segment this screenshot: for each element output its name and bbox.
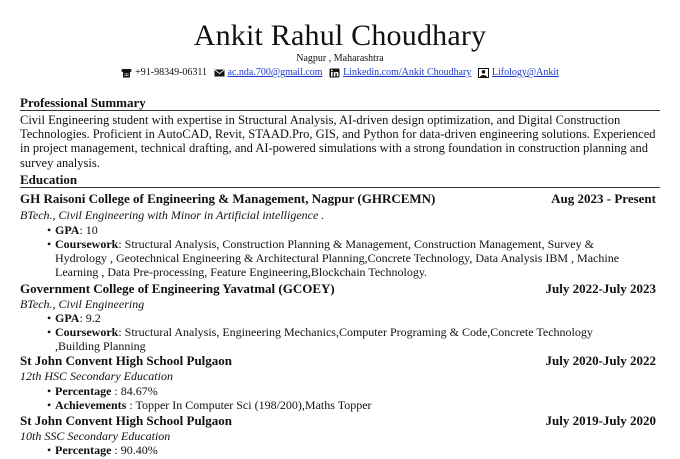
phone-icon xyxy=(121,68,132,78)
degree-line: BTech., Civil Engineering xyxy=(20,297,145,311)
detail-separator: : xyxy=(118,325,125,339)
phone-contact xyxy=(121,66,207,79)
list-item xyxy=(47,237,640,279)
detail-label: GPA xyxy=(55,223,80,237)
detail-label: Percentage xyxy=(55,384,112,398)
list-item xyxy=(47,384,640,398)
education-entry-header xyxy=(20,413,656,429)
list-item xyxy=(47,398,640,412)
detail-separator: : xyxy=(111,384,121,398)
detail-value: 90.40% xyxy=(120,443,158,457)
phone-number: +91-98349-06311 xyxy=(135,67,208,78)
education-entry-header xyxy=(20,281,656,297)
detail-label: Coursework xyxy=(55,325,119,339)
lifology-link[interactable]: Lifology@Ankit xyxy=(491,67,559,78)
education-details xyxy=(47,443,640,457)
lifology-contact[interactable] xyxy=(478,66,559,79)
detail-label: GPA xyxy=(55,311,80,325)
detail-separator: : xyxy=(118,237,125,251)
candidate-location: Nagpur , Maharashtra xyxy=(296,53,384,64)
school-name: GH Raisoni College of Engineering & Management, Nagpur (GHRCEMN) xyxy=(20,191,436,206)
detail-label: Coursework xyxy=(55,237,119,251)
detail-value: 84.67% xyxy=(120,384,158,398)
education-date: July 2022-July 2023 xyxy=(545,281,656,296)
detail-value: 9.2 xyxy=(85,311,101,325)
degree-line: BTech., Civil Engineering with Minor in Artificial intelligence . xyxy=(20,208,325,222)
detail-separator: : xyxy=(79,311,86,325)
email-contact[interactable] xyxy=(214,66,323,79)
degree-line: 10th SSC Secondary Education xyxy=(20,429,171,443)
education-date: July 2020-July 2022 xyxy=(545,353,656,368)
candidate-name: Ankit Rahul Choudhary xyxy=(193,19,487,52)
school-name: Government College of Engineering Yavatmal (GCOEY) xyxy=(20,281,335,296)
education-details xyxy=(47,311,640,353)
mail-icon xyxy=(214,68,225,78)
detail-value: Structural Analysis, Engineering Mechanics,Computer Programing & Code,Concrete Technology ,Building Planning xyxy=(55,325,593,353)
list-item xyxy=(47,223,640,237)
contact-line xyxy=(0,66,680,82)
detail-separator: : xyxy=(126,398,136,412)
linkedin-link[interactable]: Linkedin.com/Ankit Choudhary xyxy=(343,67,472,78)
education-entry-header xyxy=(20,191,656,207)
school-name: St John Convent High School Pulgaon xyxy=(20,413,233,428)
education-date: Aug 2023 - Present xyxy=(551,191,656,206)
education-entry-header xyxy=(20,353,656,369)
detail-value: Structural Analysis, Construction Planning & Management, Construction Management, Survey & Hydrology , Geotechnical Engineering & Architectural Planning,Concrete Technology, Data Analysis IBM , Machine Learning , Data Pre-processing, Feature Engineering,Blockchain Technology. xyxy=(55,237,620,279)
education-date: July 2019-July 2020 xyxy=(545,413,656,428)
detail-label: Achievements xyxy=(55,398,127,412)
email-link[interactable]: ac.nda.700@gmail.com xyxy=(227,67,323,78)
profile-icon xyxy=(478,68,489,78)
detail-value: 10 xyxy=(85,223,98,237)
detail-separator: : xyxy=(79,223,86,237)
linkedin-contact[interactable] xyxy=(329,66,471,79)
linkedin-icon xyxy=(329,68,340,78)
detail-label: Percentage xyxy=(55,443,112,457)
education-details xyxy=(47,223,640,279)
detail-value: Topper In Computer Sci (198/200),Maths Topper xyxy=(135,398,372,412)
education-heading: Education xyxy=(20,172,660,188)
detail-separator: : xyxy=(111,443,121,457)
summary-text: Civil Engineering student with expertise in Structural Analysis, AI-driven design optimization, and Digital Construction Technologies. Proficient in AutoCAD, Revit, STAAD.Pro, GIS, and Python for data-driven engineering solutions. Experienced in project management, technical drafting, and AI-powered simulations with a strong foundation in construction planning and survey analysis. xyxy=(20,113,656,170)
list-item xyxy=(47,325,640,353)
education-details xyxy=(47,384,640,412)
list-item xyxy=(47,311,640,325)
list-item xyxy=(47,443,640,457)
summary-heading: Professional Summary xyxy=(20,95,660,111)
degree-line: 12th HSC Secondary Education xyxy=(20,369,173,383)
school-name: St John Convent High School Pulgaon xyxy=(20,353,233,368)
